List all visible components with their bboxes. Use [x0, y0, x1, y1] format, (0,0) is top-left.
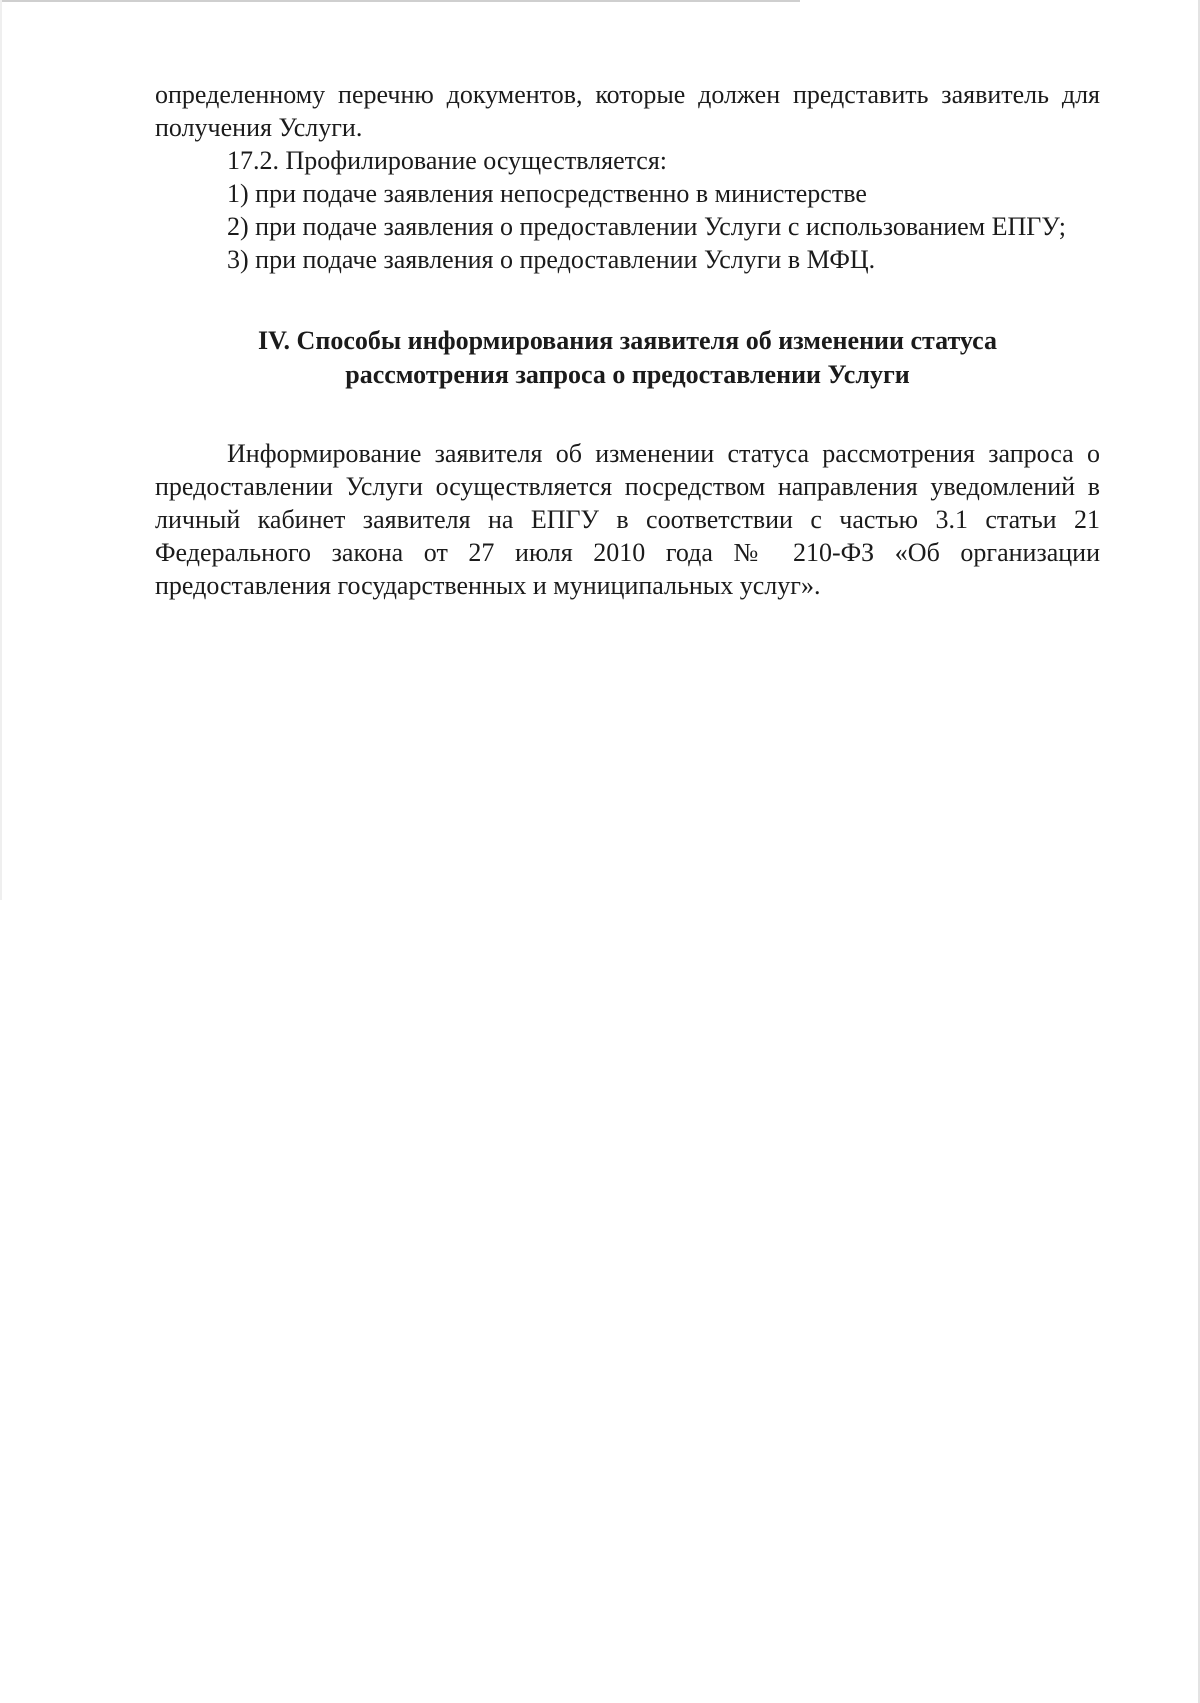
scan-edge-left: [0, 0, 2, 900]
list-item-1: 1) при подаче заявления непосредственно в министерстве: [227, 179, 867, 208]
intro-continuation-paragraph: определенному перечню документов, которые должен представить заявитель для получения Услуги.: [155, 80, 1100, 142]
section-heading-line-1: IV. Способы информирования заявителя об изменении статуса: [258, 326, 997, 355]
list-item-3: 3) при подаче заявления о предоставлении Услуги в МФЦ.: [227, 245, 876, 274]
section-heading: [155, 324, 1100, 392]
list-item-2: 2) при подаче заявления о предоставлении Услуги с использованием ЕПГУ;: [227, 212, 1066, 241]
clause-17-2: 17.2. Профилирование осуществляется:: [227, 146, 668, 175]
section-heading-line-2: рассмотрения запроса о предоставлении Услуги: [345, 360, 910, 389]
document-body: [155, 78, 1100, 602]
scan-edge-top: [0, 0, 800, 2]
section-body-paragraph: Информирование заявителя об изменении статуса рассмотрения запроса о предоставлении Услуги осуществляется посредством направления уведомлений в личный кабинет заявителя на ЕПГУ в соответствии с частью 3.1 статьи 21 Федерального закона от 27 июля 2010 года № 210-ФЗ «Об организации предоставления государственных и муниципальных услуг».: [155, 439, 1100, 600]
